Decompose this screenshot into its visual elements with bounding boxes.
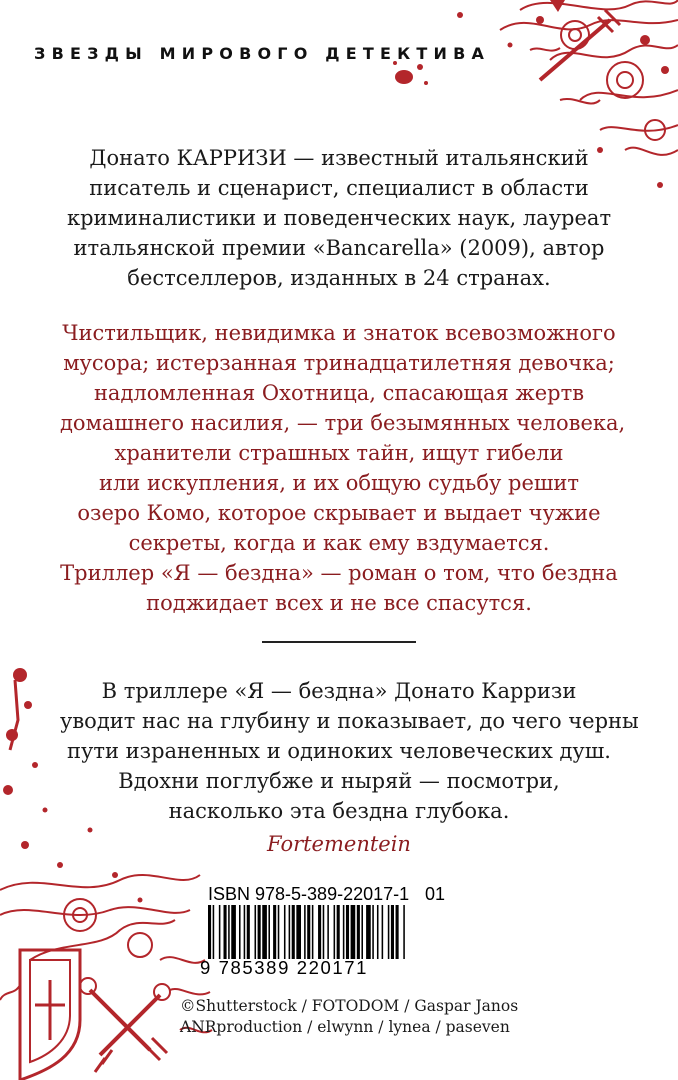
- barcode-bar: [337, 905, 340, 959]
- isbn-addon-code: 01: [425, 884, 446, 904]
- blurb-line: или искупления, и их общую судьбу решит: [98, 471, 580, 495]
- review-quote: [60, 676, 639, 826]
- barcode-bar: [382, 905, 384, 959]
- credits-line: ©Shutterstock / FOTODOM / Gaspar Janos: [180, 997, 519, 1015]
- blurb-line: хранители страшных тайн, ищут гибели: [114, 441, 564, 465]
- barcode-bar: [219, 905, 221, 959]
- barcode-bar: [323, 905, 325, 959]
- review-line: уводит нас на глубину и показывает, до чего черны: [60, 709, 639, 733]
- barcode-bar: [255, 905, 257, 959]
- blurb-line: озеро Комо, которое скрывает и выдает чужие: [77, 501, 601, 525]
- blurb-line: поджидает всех и не все спасутся.: [146, 591, 532, 615]
- barcode-bar: [357, 905, 360, 959]
- barcode-bar: [318, 905, 321, 959]
- bio-line: писатель и сценарист, специалист в области: [89, 176, 589, 200]
- barcode-icon: [208, 905, 460, 959]
- bio-line: криминалистики и поведенческих наук, лауреат: [66, 206, 612, 230]
- barcode-bar: [244, 905, 246, 959]
- blurb-line: мусора; истерзанная тринадцатилетняя девочка;: [63, 351, 615, 375]
- barcode-bar: [391, 905, 394, 959]
- barcode-bar: [361, 905, 363, 959]
- barcode-bar: [366, 905, 371, 959]
- barcode-bar: [273, 905, 276, 959]
- barcode-bar: [213, 905, 215, 959]
- barcode-bar: [327, 905, 329, 959]
- blurb-line: секреты, когда и как ему вздумается.: [128, 531, 550, 555]
- review-line: В триллере «Я — бездна» Донато Карризи: [101, 679, 577, 703]
- barcode-bar: [304, 905, 306, 959]
- barcode-bar: [334, 905, 336, 959]
- author-bio: [60, 143, 618, 293]
- barcode-bar: [307, 905, 310, 959]
- barcode-bar: [262, 905, 267, 959]
- barcode-bar: [343, 905, 345, 959]
- barcode-bar: [284, 905, 286, 959]
- barcode-bar: [396, 905, 399, 959]
- review-line: Вдохни поглубже и ныряй — посмотри,: [118, 769, 560, 793]
- barcode-bar: [292, 905, 295, 959]
- barcode-bar: [372, 905, 374, 959]
- barcode-bar: [403, 905, 405, 959]
- bio-line: бестселлеров, изданных в 24 странах.: [127, 266, 551, 290]
- barcode-digits: 9 785389 220171: [200, 957, 369, 978]
- barcode-bar: [268, 905, 270, 959]
- photo-credits: [180, 996, 518, 1038]
- barcode-bar: [296, 905, 301, 959]
- barcode-bar: [231, 905, 236, 959]
- bio-line: итальянской премии «Bancarella» (2009), автор: [73, 236, 605, 260]
- barcode-bar: [351, 905, 356, 959]
- barcode-bar: [228, 905, 230, 959]
- book-blurb: [60, 318, 626, 618]
- review-line: пути израненных и одиноких человеческих душ.: [67, 739, 611, 763]
- barcode-bar: [258, 905, 261, 959]
- barcode-bar: [278, 905, 280, 959]
- isbn-label: ISBN 978-5-389-22017-1: [208, 884, 410, 904]
- review-signature: Fortementein: [267, 832, 411, 856]
- blurb-line: Триллер «Я — бездна» — роман о том, что бездна: [60, 561, 618, 585]
- blurb-line: надломленная Охотница, спасающая жертв: [93, 381, 585, 405]
- barcode-bar: [224, 905, 227, 959]
- bio-line: Донато КАРРИЗИ — известный итальянский: [89, 146, 589, 170]
- section-divider: [262, 641, 416, 643]
- barcode-bar: [247, 905, 250, 959]
- barcode-bar: [208, 905, 211, 959]
- blurb-line: домашнего насилия, — три безымянных человека,: [60, 411, 626, 435]
- review-line: насколько эта бездна глубока.: [168, 799, 510, 823]
- credits-line: ANRproduction / elwynn / lynea / paseven: [180, 1018, 510, 1036]
- barcode-bar: [312, 905, 314, 959]
- barcode-bar: [239, 905, 241, 959]
- barcode-bar: [388, 905, 390, 959]
- barcode-bar: [377, 905, 379, 959]
- series-title: ЗВЕЗДЫ МИРОВОГО ДЕТЕКТИВА: [34, 44, 491, 63]
- barcode-bar: [346, 905, 349, 959]
- barcode-bar: [289, 905, 291, 959]
- blurb-line: Чистильщик, невидимка и знаток всевозможного: [62, 321, 616, 345]
